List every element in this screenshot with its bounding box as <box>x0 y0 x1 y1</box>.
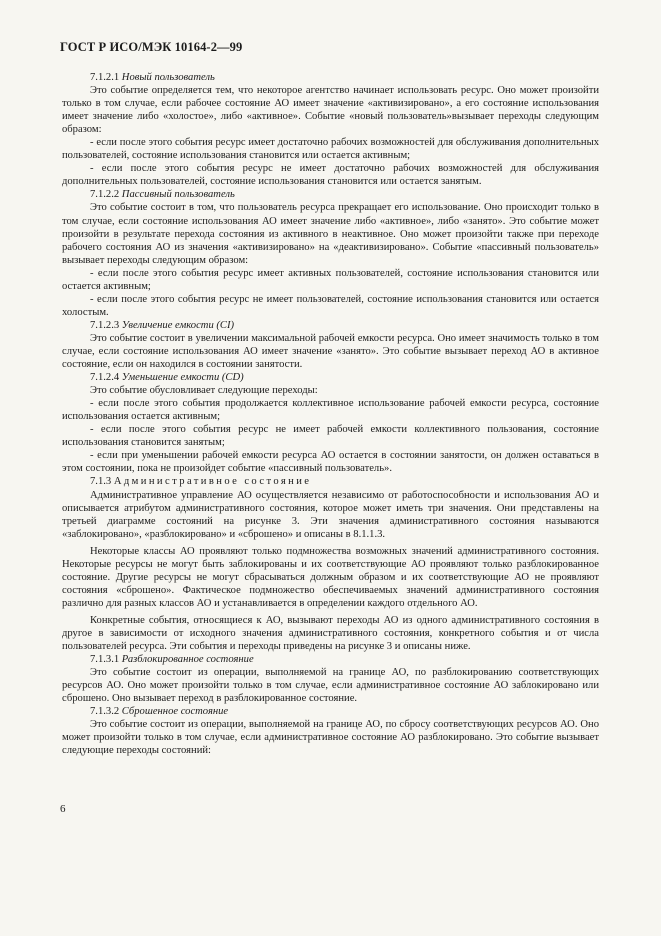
section-number: 7.1.2.2 <box>90 189 120 201</box>
paragraph: Административное управление АО осуществляется независимо от работоспособности и использования АО и описывается атрибутом административного состояния, которое может иметь три значения. Они представлены на третьей диаграмме состояний на рисунке 3. Эти значения административного состояния называются «заблокировано», «разблокировано» и «сброшено» и описаны в 8.1.1.3. <box>62 489 599 540</box>
section-title: Уменьшение емкости (CD) <box>121 372 244 384</box>
section-title: Разблокированное состояние <box>121 654 254 666</box>
section-number: 7.1.2.4 <box>90 372 120 384</box>
paragraph: Это событие определяется тем, что некоторое агентство начинает использовать ресурс. Оно может произойти только в том случае, если рабочее состояние АО имеет значение «активизировано», а его состояние использования имеет значение либо «холостое», либо «активное». Событие «новый пользователь»вызывает переходы следующим образом: <box>62 85 599 136</box>
list-item: - если после этого события ресурс не имеет рабочей емкости коллективного пользования, состояние использования становится занятым; <box>62 424 599 449</box>
paragraph: Это событие состоит из операции, выполняемой на границе АО, по разблокированию соответствующих ресурсов АО. Оно может произойти только в том случае, если административное состояние АО заблокировано или сброшено. Оно вызывает переход в разблокированное состояние. <box>62 667 599 705</box>
list-item: - если при уменьшении рабочей емкости ресурса АО остается в состоянии занятости, он должен оставаться в этом состоянии, пока не произойдет событие «пассивный пользователь». <box>62 450 599 475</box>
section-heading <box>62 475 599 488</box>
section-number: 7.1.3 <box>90 476 112 488</box>
section-number: 7.1.2.1 <box>90 72 120 83</box>
list-item: - если после этого события ресурс имеет достаточно рабочих возможностей для обслуживания дополнительных пользователей, состояние использования становится или остается активным; <box>62 137 599 162</box>
page-number: 6 <box>60 803 66 815</box>
paragraph: Некоторые классы АО проявляют только подмножества возможных значений административного состояния. Некоторые ресурсы не могут быть заблокированы и их соответствующие АО проявляют только разблокированное состояние. Другие ресурсы не могут сбрасываться должным образом и их соответствующие АО не проявляют состояния «сброшено». Фактическое подмножество обеспечиваемых значений административного состояния различно для разных классов АО и устанавливается в определении каждого отдельного АО. <box>62 545 599 609</box>
section-heading <box>62 188 599 201</box>
section-title: Пассивный пользователь <box>121 189 235 201</box>
list-item: - если после этого события продолжается коллективное использование рабочей емкости ресурса, состояние использования остается активным; <box>62 398 599 423</box>
list-item: - если после этого события ресурс имеет активных пользователей, состояние использования становится или остается активным; <box>62 267 599 292</box>
paragraph: Это событие состоит в том, что пользователь ресурса прекращает его использование. Оно происходит только в том случае, если состояние использования АО имеет значение либо «активное», либо «занято». Это событие может произойти в результате перехода состояния из активного в неактивное. Оно может произойти также при переходе рабочего состояния АО из значения «активизировано» на «деактивизировано». Событие «пассивный пользователь» вызывает переходы следующим образом: <box>62 202 599 266</box>
paragraph: Конкретные события, относящиеся к АО, вызывают переходы АО из одного административного состояния в другое в зависимости от исходного значения административного состояния, конкретного события и от числа пользователей ресурса. Эти события и переходы приведены на рисунке 3 и описаны ниже. <box>62 614 599 653</box>
paragraph: Это событие состоит из операции, выполняемой на границе АО, по сбросу соответствующих ресурсов АО. Оно может произойти только в том случае, если административное состояние АО разблокировано. Это событие вызывает следующие переходы состояний: <box>62 719 599 757</box>
section-number: 7.1.3.1 <box>90 654 120 666</box>
document-body <box>62 71 599 757</box>
section-heading <box>62 71 599 84</box>
list-item: - если после этого события ресурс не имеет пользователей, состояние использования становится или остается холостым. <box>62 293 599 318</box>
section-heading <box>62 319 599 332</box>
list-item: - если после этого события ресурс не имеет достаточно рабочих возможностей для обслуживания дополнительных пользователей, состояние использования становится или остается занятым. <box>62 163 599 188</box>
section-title: Административное состояние <box>113 476 312 488</box>
section-heading <box>62 705 599 718</box>
section-title: Сброшенное состояние <box>121 706 229 718</box>
section-number: 7.1.3.2 <box>90 706 120 718</box>
section-heading <box>62 371 599 384</box>
section-number: 7.1.2.3 <box>90 319 120 331</box>
standard-header: ГОСТ Р ИСО/МЭК 10164-2—99 <box>60 40 243 54</box>
section-title: Новый пользователь <box>121 72 215 83</box>
paragraph: Это событие состоит в увеличении максимальной рабочей емкости ресурса. Оно имеет значимость только в том случае, если состояние использования АО имеет значение «занято». Это событие вызывает переход АО в активное состояние, если он находился в состоянии занятости. <box>62 332 599 371</box>
section-title: Увеличение емкости (CI) <box>121 319 235 331</box>
section-heading <box>62 653 599 666</box>
paragraph: Это событие обусловливает следующие переходы: <box>90 385 318 397</box>
